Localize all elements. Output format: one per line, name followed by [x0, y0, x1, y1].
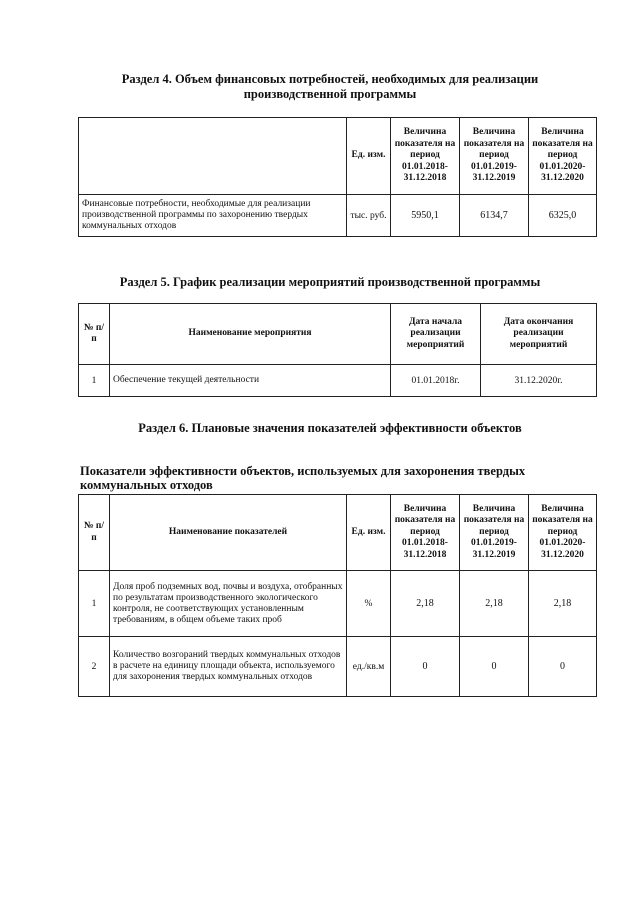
- section6-subtitle: [80, 464, 600, 492]
- section5-header-row: [79, 304, 597, 365]
- section5-header-end: Дата окончания реализации мероприятий: [481, 304, 597, 365]
- section4-row-unit: тыс. руб.: [347, 195, 391, 237]
- section4-header-unit: Ед. изм.: [347, 118, 391, 195]
- section6-row2-num: 2: [79, 637, 110, 697]
- section6-row2-name: Количество возгораний твердых коммунальных отходов в расчете на единицу площади объекта, используемого для захоронения твердых коммунальных отходов: [110, 637, 347, 697]
- section6-row1-unit: %: [347, 571, 391, 637]
- section4-row-2018: 5950,1: [391, 195, 460, 237]
- section6-subtitle-line1: Показатели эффективности объектов, используемых для захоронения твердых: [80, 464, 526, 478]
- section4-row-2019: 6134,7: [460, 195, 529, 237]
- section6-header-unit: Ед. изм.: [347, 495, 391, 571]
- section6-row1-name: Доля проб подземных вод, почвы и воздуха, отобранных по результатам производственного экологического контроля, не соответствующих установленным требованиям, в общем объеме таких проб: [110, 571, 347, 637]
- section6-header-2019: Величина показателя на период 01.01.2019-31.12.2019: [460, 495, 529, 571]
- section5-header-start: Дата начала реализации мероприятий: [391, 304, 481, 365]
- section6-header-num: № п/п: [79, 495, 110, 571]
- section5-title: Раздел 5. График реализации мероприятий производственной программы: [119, 275, 541, 289]
- section6-header-2020: Величина показателя на период 01.01.2020-31.12.2020: [529, 495, 597, 571]
- section6-header-2018: Величина показателя на период 01.01.2018-31.12.2018: [391, 495, 460, 571]
- section6-row2-unit: ед./кв.м: [347, 637, 391, 697]
- section5-row-name: Обеспечение текущей деятельности: [110, 365, 391, 397]
- section5-row-end: 31.12.2020г.: [481, 365, 597, 397]
- section6-table: [78, 494, 597, 697]
- section4-row-name: Финансовые потребности, необходимые для реализации производственной программы по захоронению твердых коммунальных отходов: [79, 195, 347, 237]
- section6-header-row: [79, 495, 597, 571]
- section6-row1-num: 1: [79, 571, 110, 637]
- section5-table: [78, 303, 597, 397]
- table-row: [79, 195, 597, 237]
- section6-row1-2019: 2,18: [460, 571, 529, 637]
- section6-header-name: Наименование показателей: [110, 495, 347, 571]
- section4-header-2018: Величина показателя на период 01.01.2018-31.12.2018: [391, 118, 460, 195]
- section4-title-line2: производственной программы: [243, 87, 417, 101]
- section4-header-name: [79, 118, 347, 195]
- section6-subtitle-line2: коммунальных отходов: [80, 478, 213, 492]
- section4-header-2019: Величина показателя на период 01.01.2019-31.12.2019: [460, 118, 529, 195]
- section6-row1-2020: 2,18: [529, 571, 597, 637]
- section5-header-num: № п/п: [79, 304, 110, 365]
- table-row: [79, 637, 597, 697]
- section5-row-start: 01.01.2018г.: [391, 365, 481, 397]
- table-row: [79, 571, 597, 637]
- section6-title: Раздел 6. Плановые значения показателей эффективности объектов: [138, 421, 522, 435]
- table-row: [79, 365, 597, 397]
- section6-row1-2018: 2,18: [391, 571, 460, 637]
- section6-row2-2020: 0: [529, 637, 597, 697]
- section4-title-line1: Раздел 4. Объем финансовых потребностей, необходимых для реализации: [121, 72, 539, 86]
- section6-row2-2019: 0: [460, 637, 529, 697]
- section4-header-row: [79, 118, 597, 195]
- section5-row-num: 1: [79, 365, 110, 397]
- section6-row2-2018: 0: [391, 637, 460, 697]
- section5-header-name: Наименование мероприятия: [110, 304, 391, 365]
- section4-table: [78, 117, 597, 237]
- section4-row-2020: 6325,0: [529, 195, 597, 237]
- section4-title: [60, 72, 600, 102]
- section4-header-2020: Величина показателя на период 01.01.2020-31.12.2020: [529, 118, 597, 195]
